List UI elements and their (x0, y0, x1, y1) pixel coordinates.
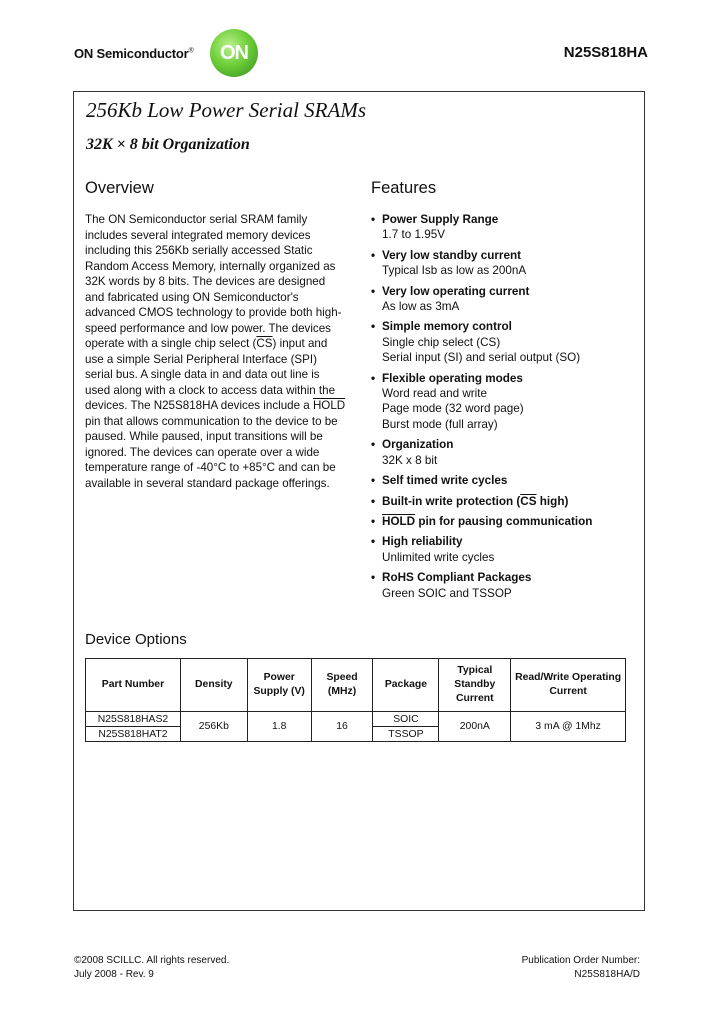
table-row (86, 712, 626, 727)
feature-item: • Flexible operating modes Word read and write Page mode (32 word page) Burst mode (full array) (371, 371, 631, 433)
overview-heading: Overview (85, 179, 154, 197)
feature-item: • Simple memory control Single chip select (CS) Serial input (SI) and serial output (SO) (371, 319, 631, 365)
footer-right (522, 954, 640, 981)
operating-current-cell: 3 mA @ 1Mhz (511, 712, 626, 742)
package-cell: SOIC (373, 712, 439, 727)
power-supply-cell: 1.8 (247, 712, 311, 742)
package-cell: TSSOP (373, 727, 439, 742)
column-header: Power Supply (V) (247, 659, 311, 712)
feature-item: • High reliability Unlimited write cycles (371, 534, 631, 565)
feature-item: • Organization 32K x 8 bit (371, 437, 631, 468)
publication-label: Publication Order Number: (521, 955, 640, 966)
features-heading: Features (371, 179, 437, 197)
footer-left (74, 954, 229, 981)
device-options-heading: Device Options (85, 631, 187, 648)
table-header-row (86, 659, 626, 712)
density-cell: 256Kb (180, 712, 247, 742)
overview-text: The ON Semiconductor serial SRAM family includes several integrated memory devices including this 256Kb serially accessed Static Random Access Memory, internally organized as 32K words by 8 bits. The devices are designed and fabricated using ON Semiconductor's advanced CMOS technology to provide both high-speed performance and low power. The devices operate with a single chip select $(\overline{CS})$ input and use a simple Serial Peripheral Interface (SPI) serial bus. A single data in and data out line is used along with a clock to access data within the devices. The N25S818HA devices include a HOLD pin that allows communication to the device to be paused. While paused, input transitions will be ignored. The devices can operate over a wide temperature range of -40°C to +85°C and can be available in several standard package offerings. (85, 213, 346, 490)
feature-item: • Very low operating current As low as 3mA (371, 284, 631, 315)
document-title: 256Kb Low Power Serial SRAMs (86, 98, 367, 122)
column-header: Part Number (86, 659, 181, 712)
publication-number: N25S818HA/D (574, 968, 640, 980)
part-number-cell: N25S818HAS2 (86, 712, 181, 727)
feature-item: • RoHS Compliant Packages Green SOIC and TSSOP (371, 570, 631, 601)
feature-item: • Power Supply Range 1.7 to 1.95V (371, 212, 631, 243)
brand-name: ON Semiconductor® (74, 46, 194, 61)
feature-item: • Self timed write cycles (371, 473, 631, 488)
document-subtitle: 32K × 8 bit Organization (86, 136, 250, 153)
column-header: Package (373, 659, 439, 712)
feature-item: • HOLD pin for pausing communication (371, 514, 631, 529)
column-header: Read/Write Operating Current (511, 659, 626, 712)
speed-cell: 16 (311, 712, 373, 742)
feature-item: • Very low standby current Typical Isb as low as 200nA (371, 248, 631, 279)
revision-text: July 2008 - Rev. 9 (74, 968, 154, 980)
part-number-cell: N25S818HAT2 (86, 727, 181, 742)
copyright-text: ©2008 SCILLC. All rights reserved. (74, 955, 230, 966)
column-header: Typical Standby Current (439, 659, 511, 712)
features-list (371, 212, 631, 606)
on-semiconductor-logo: ON (210, 29, 258, 77)
standby-current-cell: 200nA (439, 712, 511, 742)
column-header: Speed (MHz) (311, 659, 373, 712)
header-part-number: N25S818HA (563, 44, 648, 61)
device-options-table (85, 658, 626, 742)
column-header: Density (180, 659, 247, 712)
feature-item: • Built-in write protection ($\overline{CS}$ high) (371, 494, 631, 509)
